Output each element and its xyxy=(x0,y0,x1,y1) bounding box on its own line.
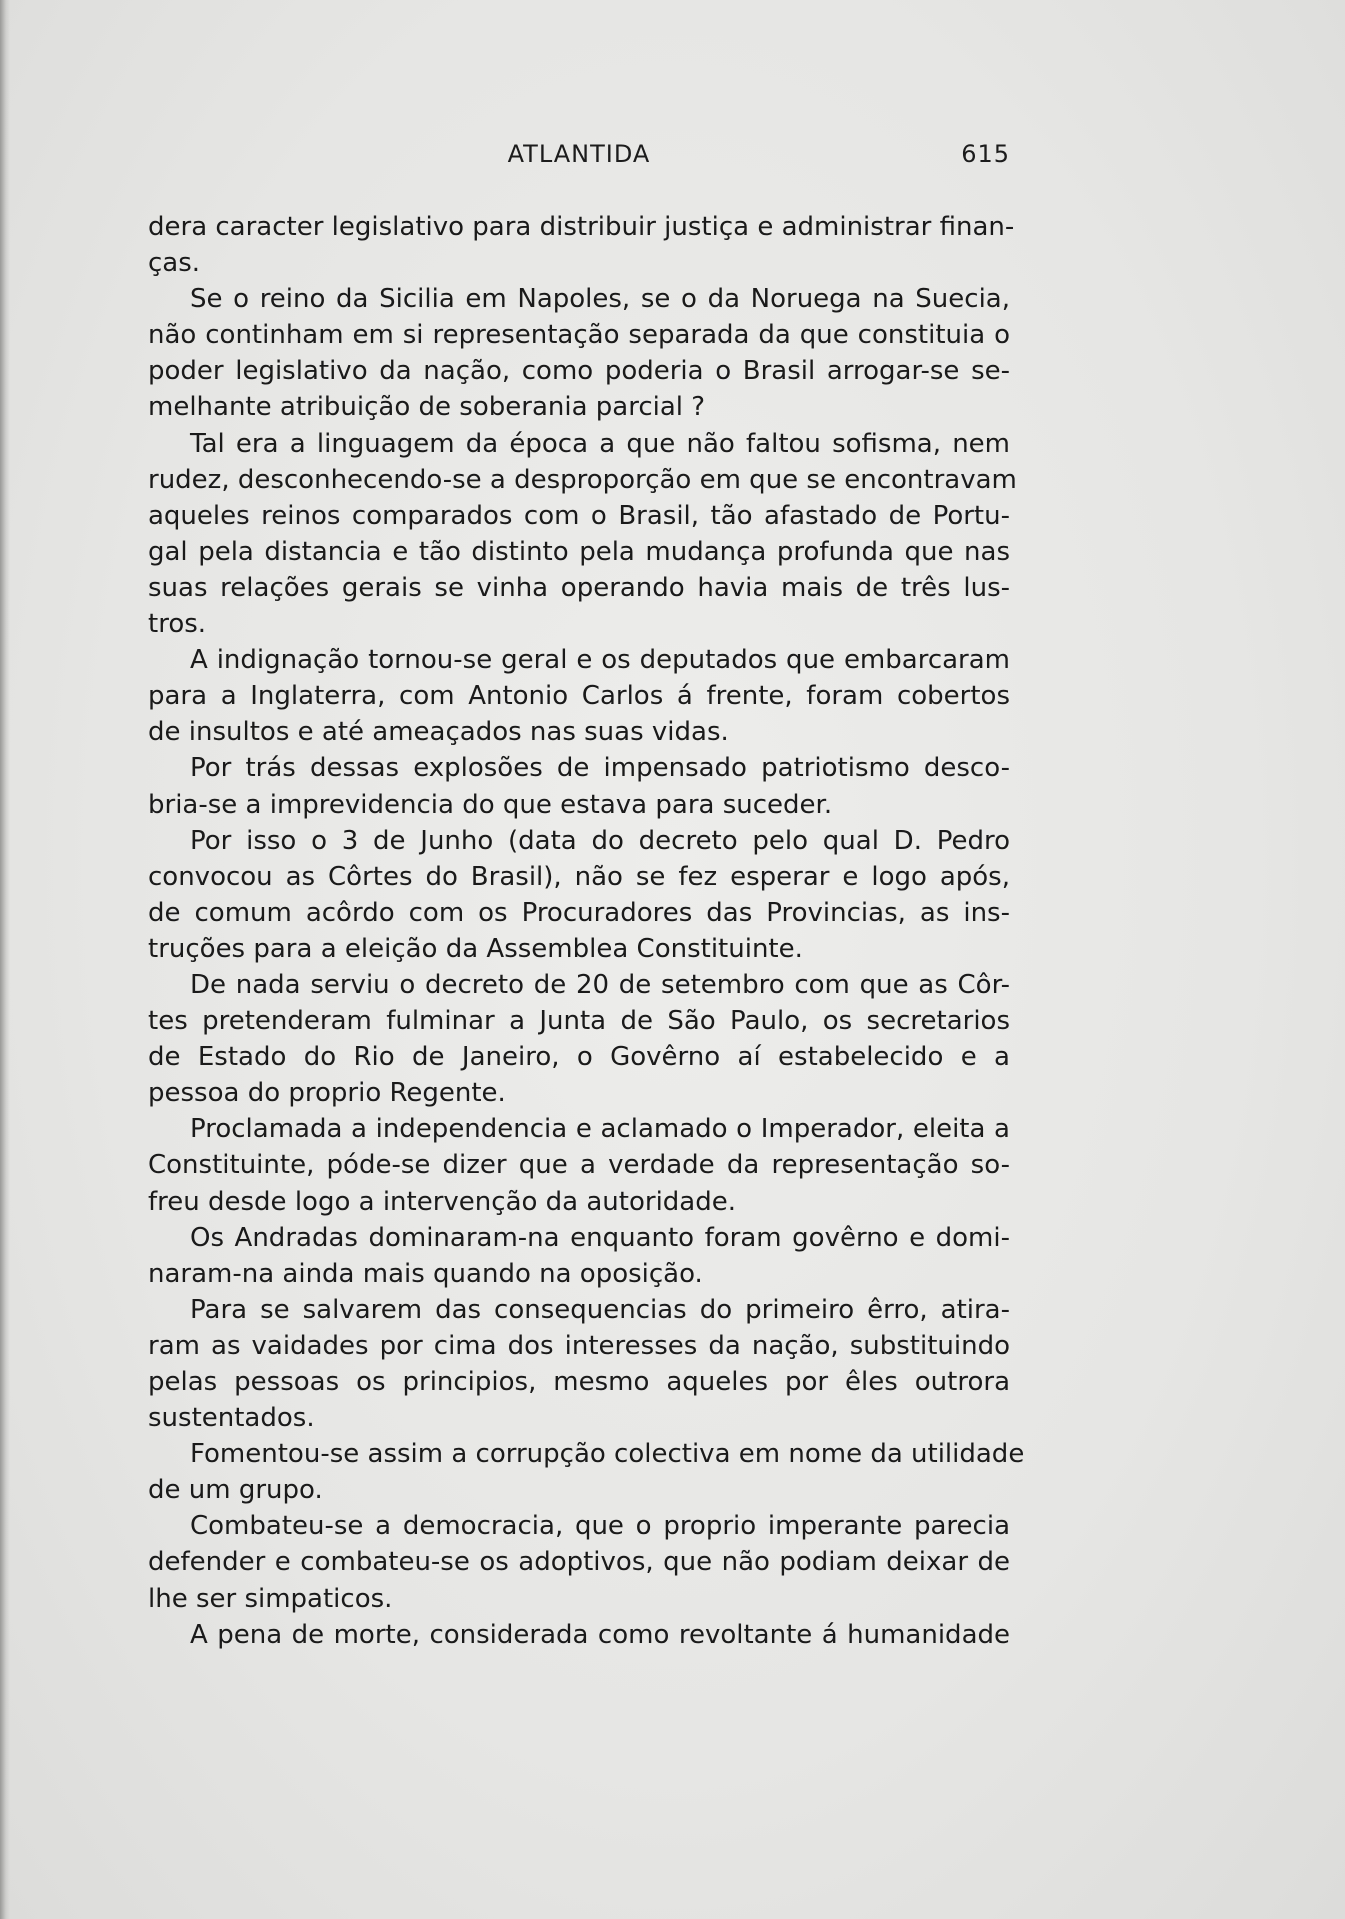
text-line: naram-na ainda mais quando na oposição. xyxy=(148,1258,703,1289)
text-line: não continham em si representação separada da que constituia o xyxy=(148,320,1010,351)
text-line: de comum acôrdo com os Procuradores das Provincias, as ins- xyxy=(148,897,1010,928)
text-line: ram as vaidades por cima dos interesses da nação, substituindo xyxy=(148,1330,1010,1361)
text-line: pelas pessoas os principios, mesmo aqueles por êles outrora xyxy=(148,1367,1010,1397)
text-line: Por trás dessas explosões de impensado patriotismo desco- xyxy=(190,753,1010,784)
text-line: para a Inglaterra, com Antonio Carlos á frente, foram cobertos xyxy=(148,681,1010,712)
text-line: Tal era a linguagem da época a que não faltou sofisma, nem xyxy=(190,428,1010,459)
text-line: dera caracter legislativo para distribuir justiça e administrar finan- xyxy=(148,212,1015,242)
text-line: Fomentou-se assim a corrupção colectiva em nome da utilidade xyxy=(190,1439,1025,1470)
text-line: tros. xyxy=(148,609,207,640)
text-line: ças. xyxy=(148,248,201,279)
page-binding-edge xyxy=(0,0,10,1919)
text-line: bria-se a imprevidencia do que estava para suceder. xyxy=(148,789,833,820)
text-line: De nada serviu o decreto de 20 de setembro com que as Côr- xyxy=(190,969,1010,1000)
text-line: truções para a eleição da Assemblea Constituinte. xyxy=(148,933,803,964)
text-line: poder legislativo da nação, como poderia o Brasil arrogar-se se- xyxy=(148,356,1010,387)
text-line: melhante atribuição de soberania parcial ? xyxy=(148,392,706,423)
text-line: Proclamada a independencia e aclamado o Imperador, eleita a xyxy=(190,1114,1010,1145)
text-line: Se o reino da Sicilia em Napoles, se o da Noruega na Suecia, xyxy=(190,284,1010,315)
text-line: rudez, desconhecendo-se a desproporção em que se encontravam xyxy=(148,464,1017,495)
text-line: Combateu-se a democracia, que o proprio imperante parecia xyxy=(190,1511,1010,1542)
text-line: Os Andradas dominaram-na enquanto foram govêrno e domi- xyxy=(190,1222,1010,1253)
text-line: de Estado do Rio de Janeiro, o Govêrno aí estabelecido e a xyxy=(148,1042,1010,1073)
text-line: pessoa do proprio Regente. xyxy=(148,1078,506,1109)
text-line: Por isso o 3 de Junho (data do decreto pelo qual D. Pedro xyxy=(190,825,1010,856)
text-line: lhe ser simpaticos. xyxy=(148,1583,393,1614)
text-line: tes pretenderam fulminar a Junta de São Paulo, os secretarios xyxy=(148,1006,1010,1037)
text-line: sustentados. xyxy=(148,1403,315,1434)
text-line: convocou as Côrtes do Brasil), não se fez esperar e logo após, xyxy=(148,861,1010,892)
running-title: ATLANTIDA xyxy=(507,140,651,168)
text-line: de um grupo. xyxy=(148,1475,323,1506)
body-text xyxy=(148,209,1025,1653)
text-line: Para se salvarem das consequencias do primeiro êrro, atira- xyxy=(190,1294,1010,1325)
text-line: freu desde logo a intervenção da autoridade. xyxy=(148,1186,736,1217)
text-line: A indignação tornou-se geral e os deputados que embarcaram xyxy=(190,645,1010,676)
text-line: A pena de morte, considerada como revoltante á humanidade xyxy=(190,1619,1010,1650)
text-line: de insultos e até ameaçados nas suas vidas. xyxy=(148,717,729,748)
text-line: Constituinte, póde-se dizer que a verdade da representação so- xyxy=(148,1150,1010,1181)
text-line: defender e combateu-se os adoptivos, que não podiam deixar de xyxy=(148,1547,1010,1578)
running-head xyxy=(148,140,1010,180)
page-number: 615 xyxy=(961,140,1010,168)
text-line: gal pela distancia e tão distinto pela mudança profunda que nas xyxy=(148,536,1010,567)
text-line: aqueles reinos comparados com o Brasil, tão afastado de Portu- xyxy=(148,500,1010,531)
text-line: suas relações gerais se vinha operando havia mais de três lus- xyxy=(148,572,1010,603)
